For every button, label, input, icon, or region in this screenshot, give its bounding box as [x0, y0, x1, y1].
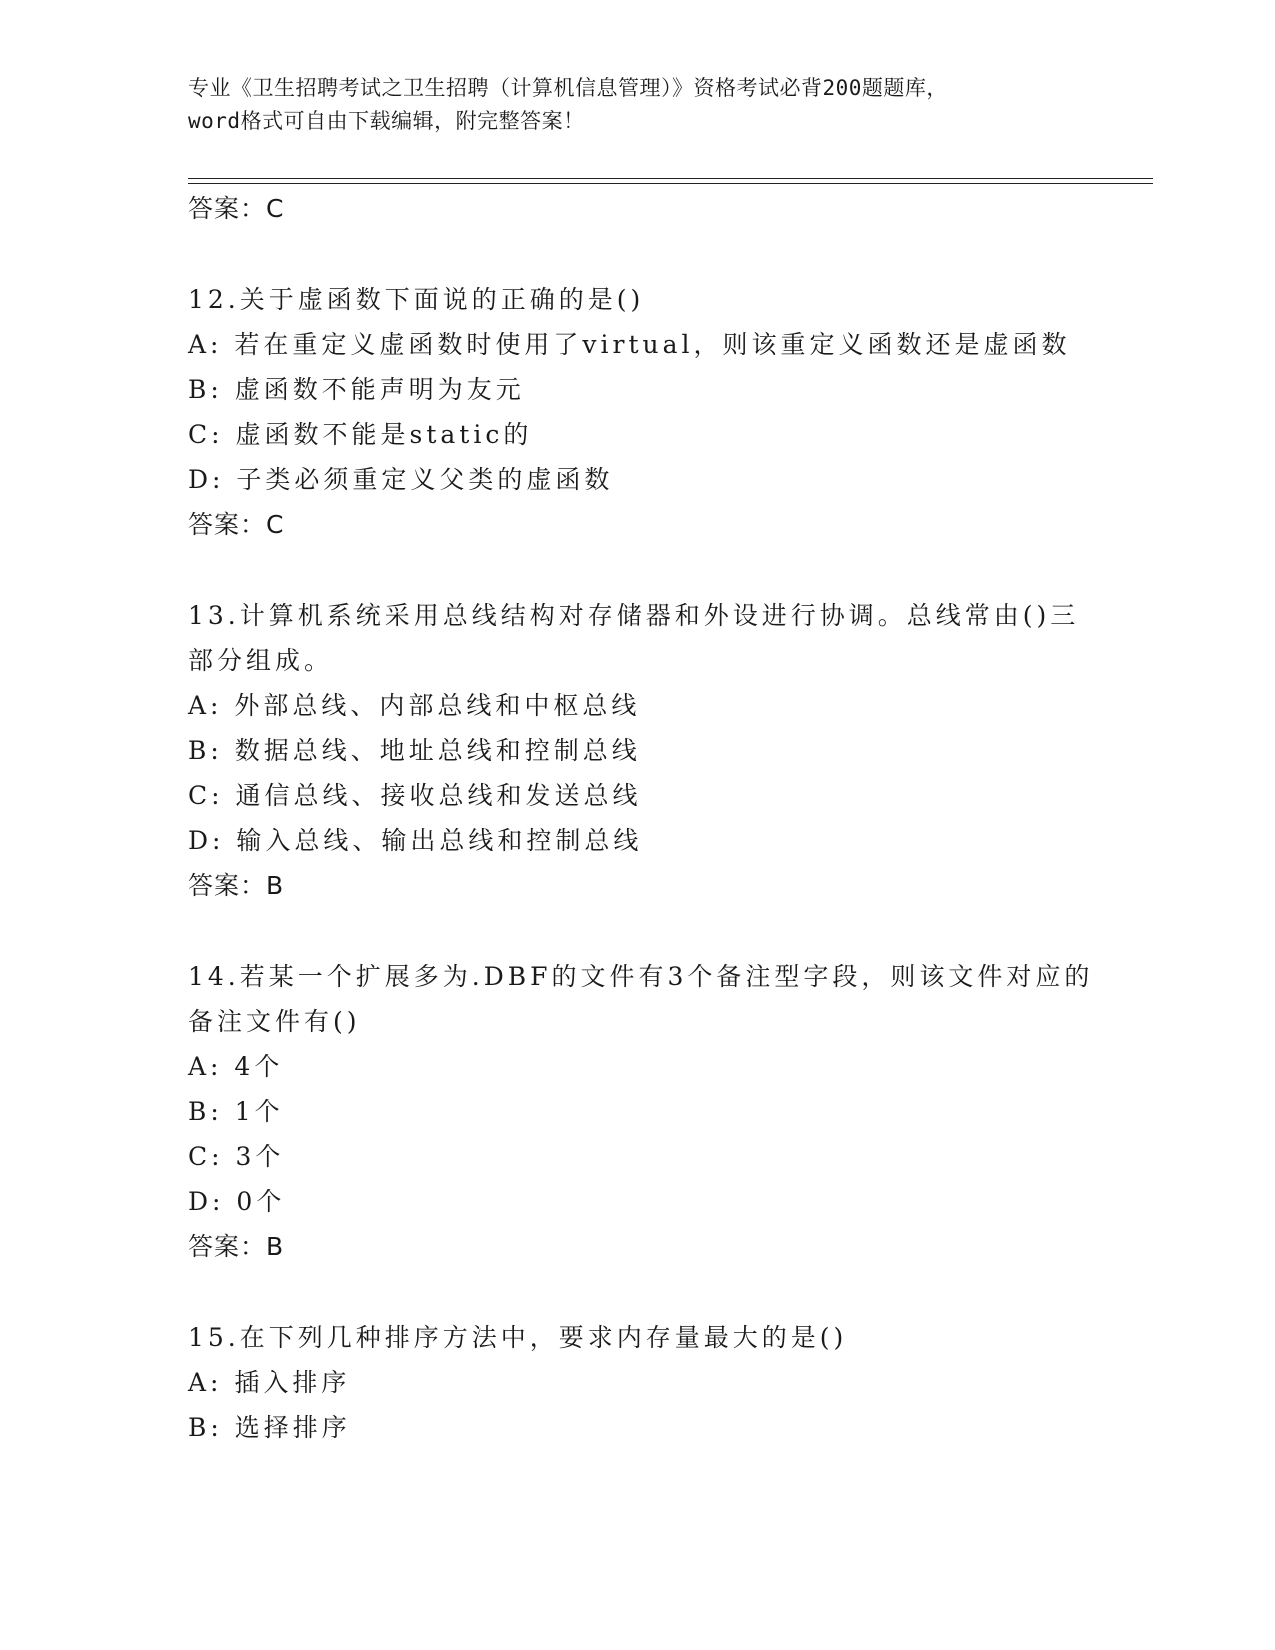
- question-13: [188, 593, 1108, 908]
- option-c: C: 3个: [188, 1142, 285, 1171]
- spacer: [188, 908, 1108, 954]
- spacer: [188, 547, 1108, 593]
- question-15: [188, 1315, 1108, 1450]
- spacer: [188, 1269, 1108, 1315]
- option-b: B: 虚函数不能声明为友元: [188, 375, 525, 404]
- option-d: D: 子类必须重定义父类的虚函数: [188, 465, 614, 494]
- question-14: [188, 954, 1108, 1269]
- header-rule-bottom: [188, 183, 1153, 184]
- header-line-2: word格式可自由下载编辑，附完整答案！: [188, 109, 585, 133]
- option-b: B: 1个: [188, 1097, 284, 1126]
- option-b: B: 数据总线、地址总线和控制总线: [188, 736, 641, 765]
- question-list: [188, 186, 1108, 1450]
- option-a: A: 4个: [188, 1052, 284, 1081]
- option-a: A: 外部总线、内部总线和中枢总线: [188, 691, 641, 720]
- question-stem: 13.计算机系统采用总线结构对存储器和外设进行协调。总线常由()三: [188, 601, 1080, 630]
- header-line-1: 专业《卫生招聘考试之卫生招聘（计算机信息管理）》资格考试必背200题题库，: [188, 76, 948, 100]
- answer: 答案：C: [188, 510, 285, 539]
- question-stem: 12.关于虚函数下面说的正确的是(): [188, 285, 645, 314]
- answer: 答案：B: [188, 871, 285, 900]
- question-stem: 14.若某一个扩展多为.DBF的文件有3个备注型字段，则该文件对应的: [188, 962, 1094, 991]
- question-12: [188, 277, 1108, 547]
- option-d: D: 输入总线、输出总线和控制总线: [188, 826, 643, 855]
- document-header: [188, 72, 1088, 138]
- question-stem-continued: 部分组成。: [188, 646, 334, 675]
- previous-answer: 答案：C: [188, 194, 285, 223]
- option-a: A: 若在重定义虚函数时使用了virtual，则该重定义函数还是虚函数: [188, 330, 1071, 359]
- option-c: C: 通信总线、接收总线和发送总线: [188, 781, 642, 810]
- option-a: A: 插入排序: [188, 1368, 351, 1397]
- header-rule-top: [188, 178, 1153, 179]
- option-b: B: 选择排序: [188, 1413, 351, 1442]
- question-stem: 15.在下列几种排序方法中，要求内存量最大的是(): [188, 1323, 848, 1352]
- spacer: [188, 231, 1108, 277]
- option-c: C: 虚函数不能是static的: [188, 420, 533, 449]
- answer: 答案：B: [188, 1232, 285, 1261]
- option-d: D: 0个: [188, 1187, 286, 1216]
- question-stem-continued: 备注文件有(): [188, 1007, 361, 1036]
